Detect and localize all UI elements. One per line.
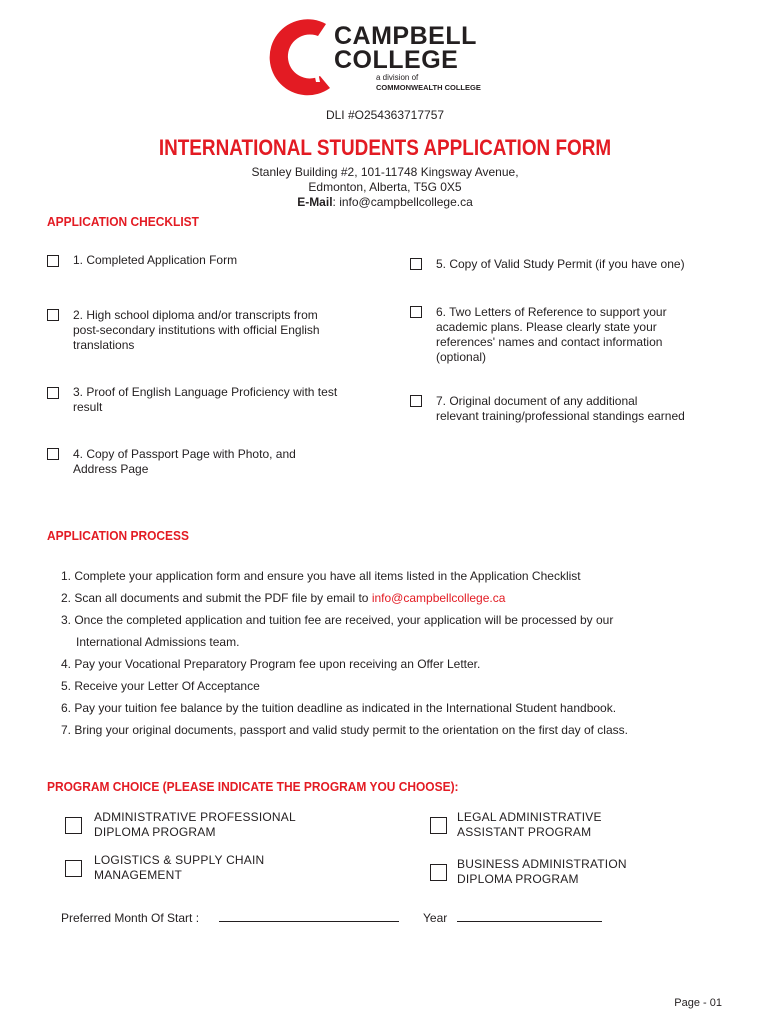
preferred-month-label: Preferred Month Of Start :: [61, 911, 200, 925]
checklist-item-1: 1. Completed Application Form: [73, 253, 238, 267]
preferred-month-field[interactable]: [219, 921, 399, 922]
program-option-business: BUSINESS ADMINISTRATION DIPLOMA PROGRAM: [457, 857, 627, 886]
page-number: Page - 01: [674, 997, 722, 1009]
program-checkbox-legal[interactable]: [430, 817, 447, 834]
program-option-admin: ADMINISTRATIVE PROFESSIONAL DIPLOMA PROGRAM: [94, 810, 296, 839]
process-step-5: 5. Receive your Letter Of Acceptance: [61, 679, 260, 693]
checklist-item-7: 7. Original document of any additional relevant training/professional standings earned: [436, 394, 685, 423]
checklist-heading: APPLICATION CHECKLIST: [47, 214, 199, 229]
address-line1: Stanley Building #2, 101-11748 Kingsway Avenue,: [251, 165, 519, 179]
checklist-item-4: 4. Copy of Passport Page with Photo, and Address Page: [73, 447, 296, 476]
process-step-1: 1. Complete your application form and ensure you have all items listed in the Application Checklist: [61, 569, 581, 583]
checklist-item-6: 6. Two Letters of Reference to support your academic plans. Please clearly state your references' names and contact information (optional): [436, 305, 667, 364]
email-link[interactable]: info@campbellcollege.ca: [371, 591, 506, 605]
process-step-6: 6. Pay your tuition fee balance by the tuition deadline as indicated in the International Student handbook.: [61, 701, 617, 715]
program-option-legal: LEGAL ADMINISTRATIVE ASSISTANT PROGRAM: [457, 810, 602, 839]
checklist-checkbox-1[interactable]: [47, 255, 59, 267]
email-label: E-Mail: [297, 195, 333, 209]
checklist-item-5: 5. Copy of Valid Study Permit (if you have one): [436, 257, 685, 271]
logo-sub1: a division of: [376, 73, 419, 82]
process-step-3: 3. Once the completed application and tuition fee are received, your application will be processed by our: [61, 613, 614, 627]
year-label: Year: [423, 911, 448, 925]
checklist-item-3: 3. Proof of English Language Proficiency with test result: [73, 385, 338, 414]
form-title: INTERNATIONAL STUDENTS APPLICATION FORM: [158, 135, 612, 160]
email-value: : info@campbellcollege.ca: [332, 195, 473, 209]
checklist-checkbox-2[interactable]: [47, 309, 59, 321]
process-step-7: 7. Bring your original documents, passport and valid study permit to the orientation on the first day of class.: [61, 723, 628, 737]
program-checkbox-logistics[interactable]: [65, 860, 82, 877]
process-step-3-cont: International Admissions team.: [76, 635, 240, 649]
process-steps: [61, 565, 721, 741]
process-step-2: 2. Scan all documents and submit the PDF file by email to info@campbellcollege.ca: [61, 591, 506, 605]
program-option-logistics: LOGISTICS & SUPPLY CHAIN MANAGEMENT: [94, 853, 265, 882]
year-field[interactable]: [457, 921, 602, 922]
program-heading: PROGRAM CHOICE (PLEASE INDICATE THE PROGRAM YOU CHOOSE):: [47, 779, 459, 794]
program-checkbox-admin[interactable]: [65, 817, 82, 834]
address-line2: Edmonton, Alberta, T5G 0X5: [308, 180, 462, 194]
process-step-4: 4. Pay your Vocational Preparatory Program fee upon receiving an Offer Letter.: [61, 657, 481, 671]
logo-line1: CAMPBELL: [334, 22, 477, 50]
dli-number: DLI #O254363717757: [325, 108, 445, 122]
checklist-item-2: 2. High school diploma and/or transcripts from post-secondary institutions with official English translations: [73, 308, 320, 352]
checklist-checkbox-4[interactable]: [47, 448, 59, 460]
email-line: [0, 195, 770, 210]
program-checkbox-business[interactable]: [430, 864, 447, 881]
logo-sub2: COMMONWEALTH COLLEGE: [376, 83, 481, 92]
checklist-checkbox-7[interactable]: [410, 395, 422, 407]
checklist-checkbox-3[interactable]: [47, 387, 59, 399]
checklist-checkbox-5[interactable]: [410, 258, 422, 270]
college-logo: [268, 16, 508, 98]
logo-line2: COLLEGE: [334, 46, 459, 74]
process-heading: APPLICATION PROCESS: [47, 528, 189, 543]
checklist-checkbox-6[interactable]: [410, 306, 422, 318]
